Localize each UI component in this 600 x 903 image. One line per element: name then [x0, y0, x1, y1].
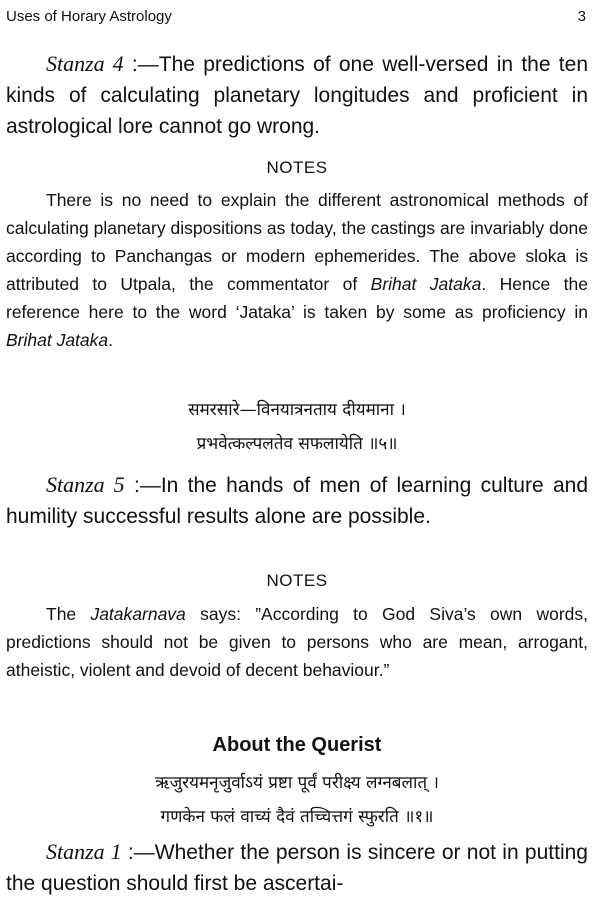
notes-2-text-a: The [46, 604, 91, 624]
sanskrit-verse-1-line-1: समरसारे—विनयात्रनताय दीयमाना । [188, 400, 406, 420]
sanskrit-verse-1-line-2: प्रभवेत्कल्पलतेव सफलायेति ॥५॥ [196, 434, 398, 454]
notes-1-text-a: There is no need to explain the different astronomical methods of calculating planetary dispositions as today, the castings are invariably done according to Panchangas or modern ephemerides. The above sloka is attributed to Utpala, the commentator of [6, 190, 588, 294]
stanza-5 [6, 469, 588, 532]
stanza-4 [6, 48, 588, 142]
page-number: 3 [577, 8, 586, 25]
stanza-4-paragraph [6, 48, 588, 142]
notes-1-text-c: . [108, 330, 114, 350]
notes-heading-2: NOTES [266, 571, 328, 590]
stanza-4-text: :—The predictions of one well-versed in the ten kinds of calculating planetary longitudes and proficient in astrological lore cannot go wrong. [6, 53, 588, 138]
notes-heading-1: NOTES [266, 158, 328, 177]
notes-1-paragraph [6, 186, 588, 354]
stanza-1-paragraph [6, 836, 588, 899]
notes-1-title-ref-2: Brihat Jataka [6, 330, 109, 350]
sanskrit-verse-2-line-2: गणकेन फलं वाच्यं दैवं तच्चित्तगं स्फुरति ॥१॥ [160, 807, 434, 827]
stanza-1-text: :—Whether the person is sincere or not in putting the question should first be ascertai- [6, 841, 588, 895]
stanza-4-label: Stanza 4 [46, 51, 124, 76]
notes-2-text-b: says: ”According to God Siva’s own words, predictions should not be given to persons who are mean, arrogant, atheistic, violent and devoid of decent behaviour.” [6, 604, 588, 680]
notes-2-title-ref: Jatakarnava [90, 604, 186, 624]
notes-2 [6, 600, 588, 684]
notes-1-text-b: . Hence the reference here to the word ‘Jataka’ is taken by some as proficiency in [6, 274, 588, 322]
sanskrit-verse-2-line-1: ऋजुरयमनृजुर्वाऽयं प्रष्टा पूर्वं परीक्ष्य लग्नबलात् । [155, 773, 439, 793]
notes-2-paragraph [6, 600, 588, 684]
notes-1 [6, 186, 588, 354]
stanza-5-text: :—In the hands of men of learning culture and humility successful results alone are possible. [6, 474, 588, 528]
stanza-1 [6, 836, 588, 899]
running-title: Uses of Horary Astrology [6, 8, 172, 25]
stanza-5-label: Stanza 5 [46, 472, 125, 497]
sanskrit-verse-2 [6, 766, 588, 834]
section-heading-querist: About the Querist [212, 734, 382, 756]
stanza-1-label: Stanza 1 [46, 839, 122, 864]
notes-1-title-ref-1: Brihat Jataka [370, 274, 482, 294]
stanza-5-paragraph [6, 469, 588, 532]
sanskrit-verse-1 [6, 393, 588, 461]
running-header [6, 8, 586, 25]
